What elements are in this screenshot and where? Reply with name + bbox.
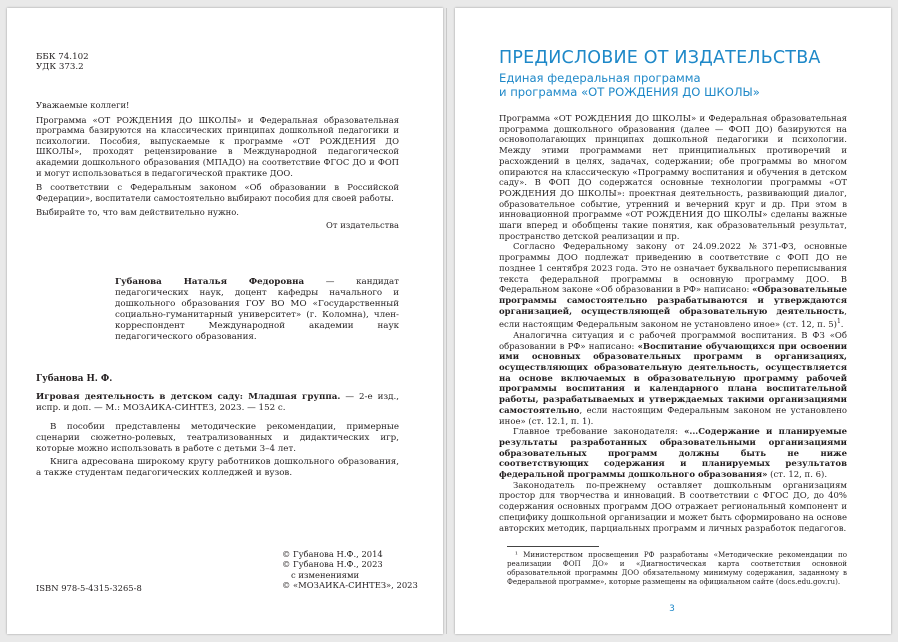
book-imprint: — 2-е изд., испр. и доп. — М.: МОЗАИКА-СИНТЕЗ, 2023. — 152 с.	[36, 392, 400, 413]
footnote: ¹ Министерством просвещения РФ разработаны «Методические рекомендации по реализации ФОП ДО» и «Диагностическая карта соответствия основной образовательной программы ДОО обязательному минимуму содержания, заданному в Федеральной программе», которые размещены на официальном сайте (docs.edu.gov.ru).	[507, 550, 847, 586]
text-run: , если настоящим Федеральным законом не установлено иное» (ст. 12, п. 5)	[499, 306, 847, 331]
copyright-line: © Губанова Н.Ф., 2023	[282, 559, 383, 570]
footnote-rule	[507, 546, 599, 547]
annotation-paragraph: Книга адресована широкому кругу работников дошкольного образования, а также студентам педагогических колледжей и вузов.	[36, 457, 399, 478]
intro-paragraph: Выбирайте то, что вам действительно нужно.	[36, 207, 239, 218]
body-paragraph	[499, 242, 847, 330]
right-page	[455, 8, 891, 634]
bbk-code: ББК 74.102	[36, 52, 89, 62]
author-full-name: Губанова Наталья Федоровна	[115, 277, 305, 287]
bibliographic-entry	[36, 392, 399, 414]
author-bio	[115, 277, 399, 343]
subtitle-line: и программа «ОТ РОЖДЕНИЯ ДО ШКОЛЫ»	[499, 84, 760, 99]
footnote-marker: 1	[836, 318, 841, 326]
book-title: Игровая деятельность в детском саду: Младшая группа.	[36, 392, 341, 402]
page-title: ПРЕДИСЛОВИЕ ОТ ИЗДАТЕЛЬСТВА	[499, 48, 821, 68]
isbn: ISBN 978-5-4315-3265-8	[36, 583, 142, 593]
copyright-line: с изменениями	[291, 569, 360, 580]
body-paragraph: Законодатель по-прежнему оставляет дошкольным организациям простор для творчества и инноваций. В соответствии с ФГОС ДО, до 40% содержания основных программ ДОО отражает региональный компонент и специфику дошкольной организации и может быть сформировано на основе авторских методик, парциальных программ и личных разработок педагогов.	[499, 480, 847, 534]
udk-code: УДК 373.2	[36, 62, 84, 73]
page-number: 3	[669, 604, 675, 614]
left-page	[7, 8, 443, 634]
book-gutter	[446, 8, 447, 634]
text-run: Аналогична ситуация и с рабочей программой воспитания. В ФЗ «Об образовании в РФ» написано:	[499, 330, 847, 352]
text-run: Главное требование законодателя:	[513, 427, 685, 438]
author-bio-text	[115, 277, 399, 343]
publisher-signature: От издательства	[326, 219, 399, 230]
greeting: Уважаемые коллеги!	[36, 100, 130, 110]
page-subtitle	[499, 72, 869, 99]
author-credentials: — кандидат педагогических наук, доцент кафедры начального и дошкольного образования ГОУ ВО МО «Государственный социально-гуманитарный университет» (г. Коломна), член-корреспондент Международной академии наук педагогического образования.	[115, 277, 399, 342]
law-quote: «Воспитание обучающихся при освоении ими основных образовательных программ в организациях, осуществляющих образовательную деятельность, осуществляется на основе включаемых в образовательную программу рабочей программы воспитания и календарного плана воспитательной работы, разрабатываемых и утверждаемых такими организациями самостоятельно	[499, 341, 847, 416]
intro-paragraph: Программа «ОТ РОЖДЕНИЯ ДО ШКОЛЫ» и Федеральная образовательная программа базируются на классических принципах дошкольной педагогики и психологии. Пособия, выпускаемые к программе «ОТ РОЖДЕНИЯ ДО ШКОЛЫ», проходят рецензирование в Международной педагогической академии дошкольного образования (МПАДО) на соответствие ФГОС ДО и ФОП и могут использоваться в педагогической практике ДОО.	[36, 114, 399, 178]
body-paragraph	[499, 331, 847, 427]
law-quote: «Образовательные программы самостоятельно разрабатываются и утверждаются организацией, осуществляющей образовательную деятельность	[499, 285, 847, 317]
body-paragraph: Программа «ОТ РОЖДЕНИЯ ДО ШКОЛЫ» и Федеральная образовательная программа дошкольного образования (далее — ФОП ДО) базируются на основополагающих принципах дошкольной педагогики и психологии. Между этими программами нет принципиальных противоречий и расхождений в целях, задачах, содержании; обе программы во многом опираются на классическую «Программу воспитания и обучения в детском саду». В ФОП ДО содержатся основные технологии программы «ОТ РОЖДЕНИЯ ДО ШКОЛЫ»: проектная деятельность, развивающий диалог, образовательное событие, утренний и вечерний круг и др. При этом в инновационной программе «ОТ РОЖДЕНИЯ ДО ШКОЛЫ» сделаны важные шаги вперед и обобщены такие понятия, как образовательный результат, пространство детской реализации и пр.	[499, 114, 847, 242]
subtitle-line: Единая федеральная программа	[499, 71, 701, 85]
text-run: .	[840, 320, 844, 331]
classification-codes	[36, 52, 156, 73]
text-run: Согласно Федеральному закону от 24.09.2022 №371-ФЗ, основные программы ДОО подлежат приведению в соответствие с ФОП ДО не позднее 1 сентября 2023 года. Это не означает буквального переписывания текста федеральной программы в основную программу ДОО. В Федеральном законе «Об образовании в РФ» написано:	[499, 242, 847, 296]
text-run: (ст. 12, п. 6).	[767, 470, 828, 481]
text-run: , если настоящим Федеральным законом не установлено иное» (ст. 12.1, п. 1).	[499, 405, 847, 427]
law-quote: «...Содержание и планируемые результаты разработанных образовательными организациями образовательных программ должны быть не ниже соответствующих содержания и планируемых результатов федеральной программы дошкольного образования»	[499, 427, 848, 481]
publisher-address	[36, 100, 399, 231]
copyright-line: © Губанова Н.Ф., 2014	[282, 549, 383, 559]
body-paragraph	[499, 427, 847, 481]
copyright-line: © «МОЗАИКА-СИНТЕЗ», 2023	[282, 580, 418, 591]
annotation-paragraph: В пособии представлены методические рекомендации, примерные сценарии сюжетно-ролевых, театрализованных и дидактических игр, которые можно использовать в работе с детьми 3–4 лет.	[36, 422, 399, 454]
copyright-block	[282, 549, 422, 591]
intro-paragraph: В соответствии с Федеральным законом «Об образовании в Российской Федерации», воспитатели самостоятельно выбирают пособия для своей работы.	[36, 182, 399, 203]
author-short-name: Губанова Н. Ф.	[36, 374, 113, 384]
library-record	[36, 374, 399, 479]
preface-body	[499, 114, 847, 534]
